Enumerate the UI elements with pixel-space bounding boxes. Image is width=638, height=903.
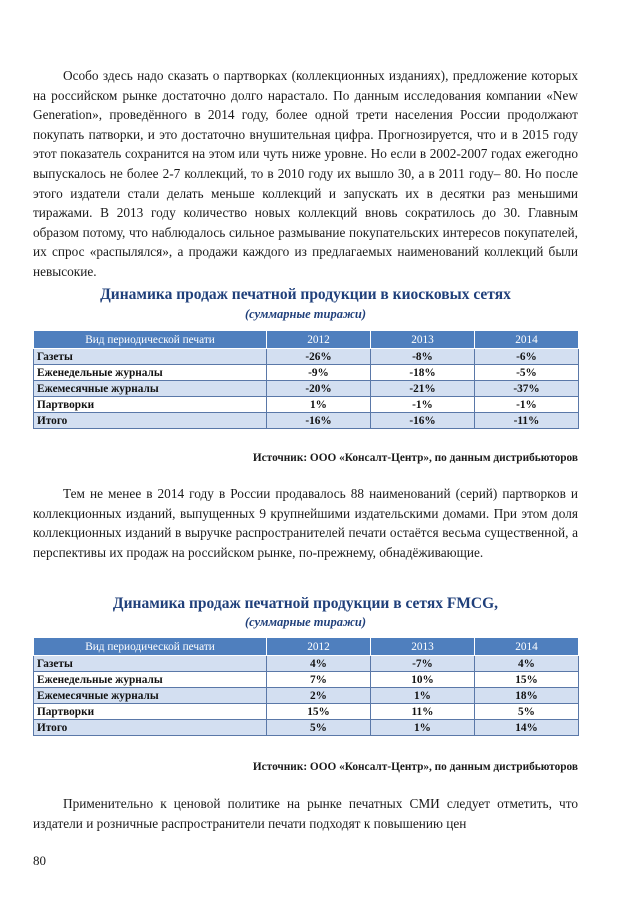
table-total-row: [34, 720, 579, 736]
table-total-row: [34, 413, 579, 429]
table-cell: 14%: [475, 720, 579, 736]
paragraph-partworks: Особо здесь надо сказать о партворках (коллекционных изданиях), предложение которых на российском рынке достаточно долго нарастало. По данным исследования компании «New Generation», проведённого в 2014 году, более одной трети населения России продолжают покупать патворки, и это достаточно внушительная цифра. Прогнозируется, что и в 2015 году этот показатель сохранится на этом или чуть ниже уровне. Но если в 2002-2007 годах ежегодно выпускалось не более 2-7 коллекций, то в 2010 году их вышло 30, а в 2011 году– 80. Но после этого издатели стали делать меньше коллекций и запускать их в десятки раз меньшими тиражами. В 2013 году количество новых коллекций вновь сократилось до 30. Главным образом потому, что наблюдалось сильное размывание покупательских интересов покупателей, их спрос «распылялся», а продажи каждого из предлагаемых наименований коллекций были невысокие.: [33, 68, 578, 279]
column-header: 2013: [371, 331, 475, 349]
table-header-row: [34, 331, 579, 349]
table-cell: -26%: [267, 349, 371, 365]
column-header: 2014: [475, 331, 579, 349]
table-cell: -16%: [267, 413, 371, 429]
table2-title: Динамика продаж печатной продукции в сетях FMCG,: [112, 595, 499, 612]
table-cell: -20%: [267, 381, 371, 397]
fmcg-sales-table: [33, 637, 579, 736]
paragraph-pricing: Применительно к ценовой политике на рынке печатных СМИ следует отметить, что издатели и розничные распространители печати подходят к повышению цен: [33, 796, 578, 831]
table-cell: 10%: [371, 672, 475, 688]
row-label: Ежемесячные журналы: [34, 688, 267, 704]
table-row: [34, 381, 579, 397]
column-header: 2014: [475, 638, 579, 656]
page-number: 80: [33, 853, 46, 868]
table-cell: -1%: [371, 397, 475, 413]
table-cell: -5%: [475, 365, 579, 381]
table-cell: -16%: [371, 413, 475, 429]
table2-subtitle: (суммарные тиражи): [245, 615, 366, 629]
table-cell: 5%: [267, 720, 371, 736]
column-header: Вид периодической печати: [34, 331, 267, 349]
table-row: [34, 656, 579, 672]
table-cell: -18%: [371, 365, 475, 381]
column-header: 2012: [267, 331, 371, 349]
table-cell: -1%: [475, 397, 579, 413]
row-label: Еженедельные журналы: [34, 365, 267, 381]
table-cell: 1%: [371, 688, 475, 704]
table-cell: -6%: [475, 349, 579, 365]
table2-source: Источник: ООО «Консалт-Центр», по данным дистрибьюторов: [252, 761, 578, 773]
column-header: Вид периодической печати: [34, 638, 267, 656]
table-row: [34, 704, 579, 720]
table-row: [34, 688, 579, 704]
row-label: Ежемесячные журналы: [34, 381, 267, 397]
table-cell: 18%: [475, 688, 579, 704]
table-cell: 1%: [267, 397, 371, 413]
row-label: Партворки: [34, 704, 267, 720]
table-cell: -9%: [267, 365, 371, 381]
table-row: [34, 397, 579, 413]
table-cell: 7%: [267, 672, 371, 688]
row-label: Газеты: [34, 656, 267, 672]
table-cell: 15%: [267, 704, 371, 720]
table-cell: 4%: [267, 656, 371, 672]
table-row: [34, 672, 579, 688]
row-label: Газеты: [34, 349, 267, 365]
table-cell: -7%: [371, 656, 475, 672]
table-row: [34, 349, 579, 365]
table-cell: -37%: [475, 381, 579, 397]
table-cell: 5%: [475, 704, 579, 720]
row-label: Итого: [34, 413, 267, 429]
row-label: Партворки: [34, 397, 267, 413]
table-header-row: [34, 638, 579, 656]
kiosk-sales-table: [33, 330, 579, 429]
table1-title: Динамика продаж печатной продукции в киосковых сетях: [100, 286, 511, 303]
table-row: [34, 365, 579, 381]
table1-subtitle: (суммарные тиражи): [245, 307, 366, 321]
paragraph-partworks-2014: Тем не менее в 2014 году в России продавалось 88 наименований (серий) партворков и коллекционных изданий, выпущенных 9 крупнейшими издательскими домами. При этом доля коллекционных изданий в выручке распространителей печати остаётся весьма существенной, а перспективы их продаж на российском рынке, по-прежнему, обнадёживающие.: [33, 486, 578, 560]
column-header: 2013: [371, 638, 475, 656]
table-cell: -11%: [475, 413, 579, 429]
table-cell: 4%: [475, 656, 579, 672]
table-cell: 2%: [267, 688, 371, 704]
table-cell: 15%: [475, 672, 579, 688]
table-cell: 11%: [371, 704, 475, 720]
table1-source: Источник: ООО «Консалт-Центр», по данным дистрибьюторов: [252, 452, 578, 464]
row-label: Итого: [34, 720, 267, 736]
table-cell: 1%: [371, 720, 475, 736]
table-cell: -21%: [371, 381, 475, 397]
table-cell: -8%: [371, 349, 475, 365]
row-label: Еженедельные журналы: [34, 672, 267, 688]
column-header: 2012: [267, 638, 371, 656]
